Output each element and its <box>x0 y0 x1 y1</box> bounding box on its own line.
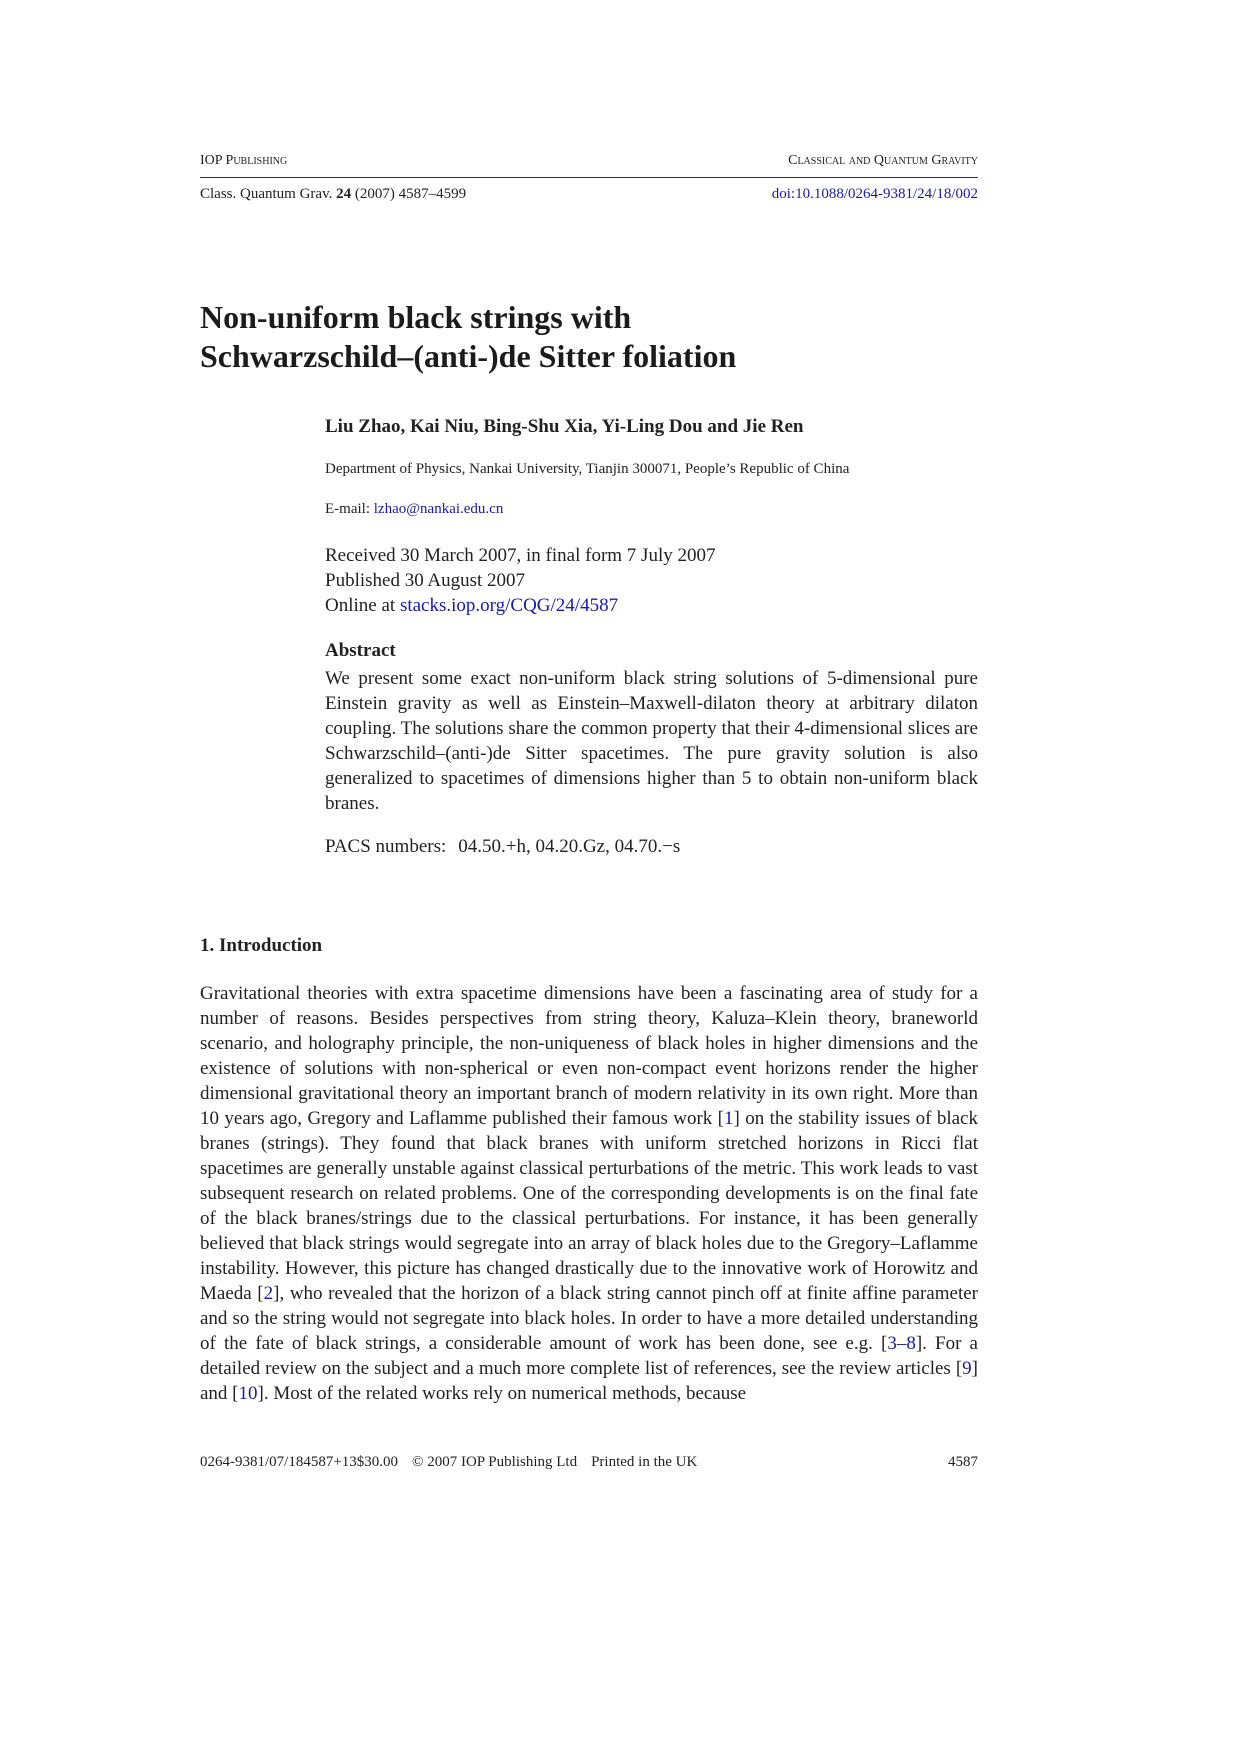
footer-copyright: © 2007 IOP Publishing Ltd <box>412 1454 578 1470</box>
received-date: Received 30 March 2007, in final form 7 July 2007 <box>325 545 716 566</box>
title-line-2: Schwarzschild–(anti-)de Sitter foliation <box>200 338 737 374</box>
online-label: Online at <box>325 595 400 616</box>
intro-text: ]. Most of the related works rely on numerical methods, because <box>257 1383 747 1404</box>
paper-title <box>200 298 978 376</box>
publisher-name: IOP Publishing <box>200 153 288 168</box>
email-line <box>325 501 978 518</box>
ref-link[interactable]: 1 <box>724 1108 734 1129</box>
intro-text: ]. For a detailed review on the subject and a much more complete list of references, see the review articles [ <box>200 1333 978 1379</box>
footer-info <box>200 1454 697 1471</box>
intro-text: ] on the stability issues of black branes (strings). They found that black branes with uniform stretched horizons in Ricci flat spacetimes are generally unstable against classical perturbations of the metric. This work leads to vast subsequent research on related problems. One of the corresponding developments is on the final fate of the black branes/strings due to the classical perturbations. For instance, it has been generally believed that black strings would segregate into an array of black holes due to the Gregory–Laflamme instability. However, this picture has changed drastically due to the innovative work of Horowitz and Maeda [ <box>200 1108 978 1304</box>
footer-issn: 0264-9381/07/184587+13$30.00 <box>200 1454 399 1470</box>
ref-link[interactable]: 9 <box>962 1358 972 1379</box>
abstract-heading: Abstract <box>325 640 396 661</box>
footer-printed: Printed in the UK <box>591 1454 698 1470</box>
section-heading: 1. Introduction <box>200 935 323 956</box>
intro-text: ] and [ <box>200 1358 978 1404</box>
title-line-1: Non-uniform black strings with <box>200 299 632 335</box>
author-list: Liu Zhao, Kai Niu, Bing-Shu Xia, Yi-Ling Dou and Jie Ren <box>325 416 804 437</box>
header-rule <box>200 177 978 178</box>
running-header <box>200 153 978 173</box>
citation <box>200 186 466 203</box>
page-number: 4587 <box>948 1454 978 1470</box>
pacs-values: 04.50.+h, 04.20.Gz, 04.70.−s <box>458 836 681 857</box>
citation-journal: Class. Quantum Grav. <box>200 186 333 202</box>
online-line <box>325 593 978 618</box>
publication-dates <box>325 543 978 618</box>
email-label: E-mail: <box>325 501 370 517</box>
paper-page <box>200 0 978 1755</box>
ref-link[interactable]: 3–8 <box>887 1333 916 1354</box>
affiliation: Department of Physics, Nankai University, Tianjin 300071, People’s Republic of China <box>325 461 850 477</box>
intro-text: Gravitational theories with extra spacetime dimensions have been a fascinating area of study for a number of reasons. Besides perspectives from string theory, Kaluza–Klein theory, braneworld scenario, and holography principle, the non-uniqueness of black holes in higher dimensions and the existence of solutions with non-spherical or even non-compact event horizons render the higher dimensional gravitational theory an important branch of modern relativity in its own right. More than 10 years ago, Gregory and Laflamme published their famous work [ <box>200 983 978 1129</box>
intro-text: ], who revealed that the horizon of a black string cannot pinch off at finite affine parameter and so the string would not segregate into black holes. In order to have a more detailed understanding of the fate of black strings, a considerable amount of work has been done, see e.g. [ <box>200 1283 978 1354</box>
pacs-label: PACS numbers: <box>325 836 447 857</box>
journal-name: Classical and Quantum Gravity <box>788 153 978 168</box>
published-date: Published 30 August 2007 <box>325 570 526 591</box>
doi-link[interactable]: doi:10.1088/0264-9381/24/18/002 <box>771 186 978 202</box>
online-link[interactable]: stacks.iop.org/CQG/24/4587 <box>399 595 619 616</box>
email-link[interactable]: lzhao@nankai.edu.cn <box>373 501 504 517</box>
intro-paragraph <box>200 981 978 1406</box>
ref-link[interactable]: 2 <box>263 1283 274 1304</box>
ref-link[interactable]: 10 <box>238 1383 258 1404</box>
pacs-line <box>325 836 978 858</box>
citation-pages: (2007) 4587–4599 <box>351 186 467 202</box>
citation-volume: 24 <box>336 186 352 202</box>
abstract-text: We present some exact non-uniform black string solutions of 5-dimensional pure Einstein gravity as well as Einstein–Maxwell-dilaton theory at arbitrary dilaton coupling. The solutions share the common property that their 4-dimensional slices are Schwarzschild–(anti-)de Sitter spacetimes. The pure gravity solution is also generalized to spacetimes of dimensions higher than 5 to obtain non-uniform black branes. <box>325 668 978 814</box>
